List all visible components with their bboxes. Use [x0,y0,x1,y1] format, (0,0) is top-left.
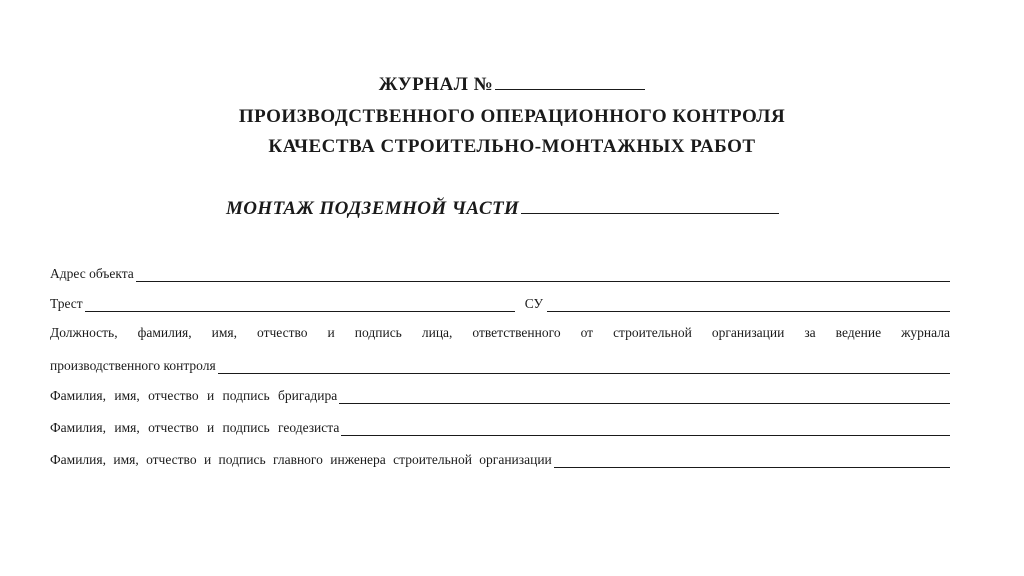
geodesist-row [50,418,950,436]
work-section-label: МОНТАЖ ПОДЗЕМНОЙ ЧАСТИ [226,198,520,219]
responsible-label-line-2: производственного контроля [50,358,216,373]
su-blank[interactable] [547,298,950,312]
geodesist-label: Фамилия, имя, отчество и подпись геодезиста [50,420,340,435]
trest-row [50,294,950,312]
journal-title-line-2: ПРОИЗВОДСТВЕННОГО ОПЕРАЦИОННОГО КОНТРОЛЯ [238,106,786,127]
journal-title [0,74,1024,96]
work-section-blank[interactable] [521,212,779,214]
journal-title-line-3: КАЧЕСТВА СТРОИТЕЛЬНО-МОНТАЖНЫХ РАБОТ [268,136,756,157]
address-row [50,264,950,282]
address-blank[interactable] [136,268,950,282]
chief-engineer-label: Фамилия, имя, отчество и подпись главного инженера строительной организации [50,452,552,467]
brigadier-blank[interactable] [339,390,950,404]
brigadier-label: Фамилия, имя, отчество и подпись бригадира [50,388,338,403]
chief-engineer-row [50,450,950,468]
journal-title-text: ЖУРНАЛ № [378,74,494,95]
responsible-label-line-1: Должность, фамилия, имя, отчество и подпись лица, ответственного от строительной организации за ведение журнала [50,325,950,340]
chief-engineer-blank[interactable] [554,454,950,468]
responsible-row [50,356,950,374]
su-label: СУ [524,296,544,311]
responsible-blank[interactable] [218,360,950,374]
trest-blank[interactable] [85,298,515,312]
trest-label: Трест [50,296,83,311]
brigadier-row [50,386,950,404]
geodesist-blank[interactable] [341,422,950,436]
address-label: Адрес объекта [50,266,134,281]
work-section-title [226,198,779,220]
journal-number-blank[interactable] [495,88,645,90]
